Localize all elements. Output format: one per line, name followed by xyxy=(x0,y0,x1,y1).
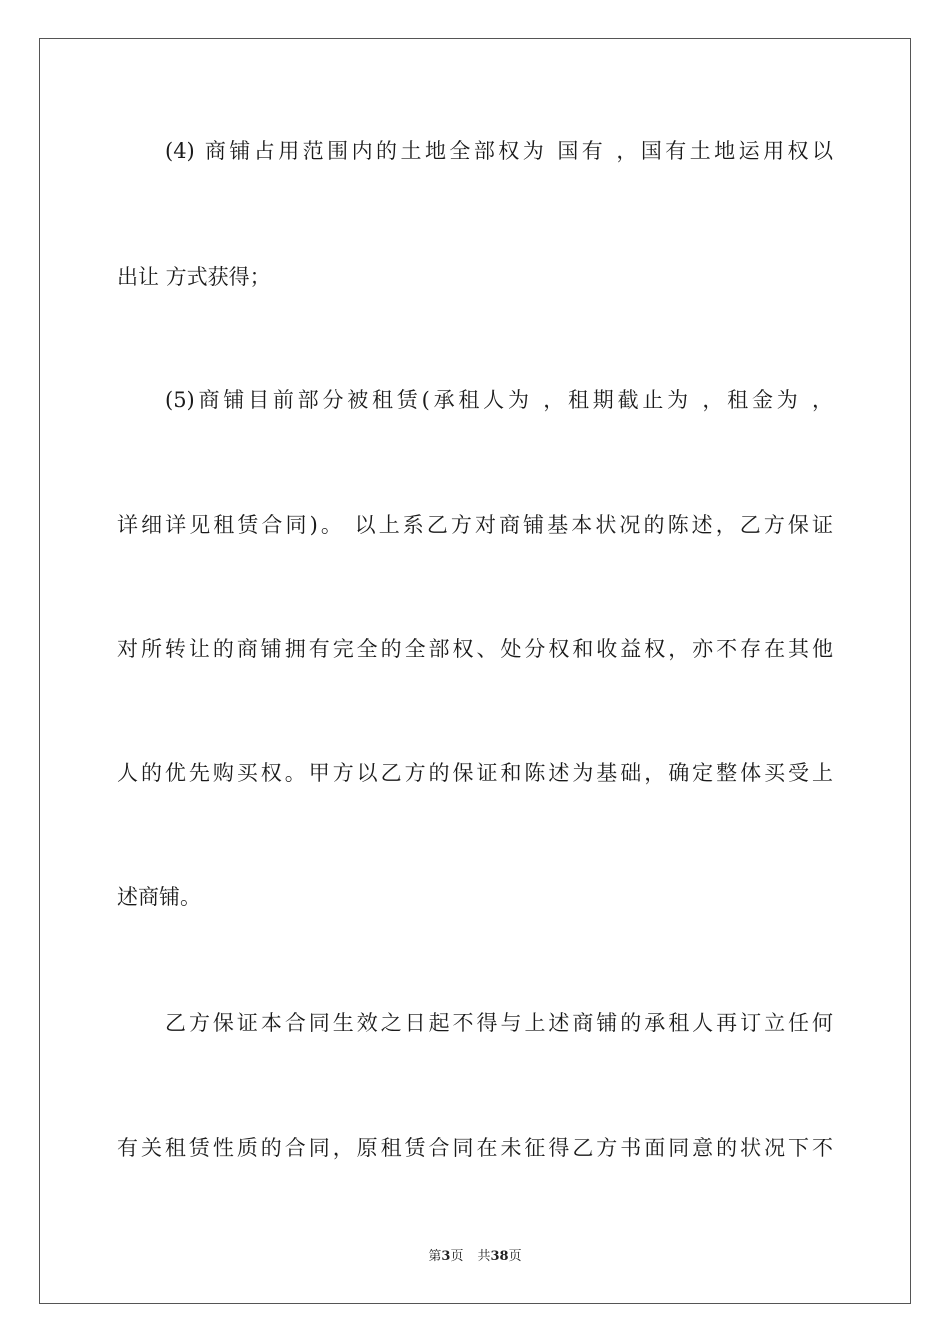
paragraph-line: 乙方保证本合同生效之日起不得与上述商铺的承租人再订立任何 xyxy=(165,1011,833,1035)
footer-total-unit: 页 xyxy=(508,1249,522,1264)
paragraph-line: (5)商铺目前部分被租赁(承租人为 ，租期截止为 ，租金为 ， xyxy=(165,388,833,412)
paragraph-line: 出让 方式获得； xyxy=(117,265,271,289)
footer-page-unit: 页 xyxy=(450,1249,464,1264)
footer-total-prefix: 共 xyxy=(477,1249,491,1264)
page-footer xyxy=(0,1247,950,1267)
paragraph-line: 人的优先购买权。甲方以乙方的保证和陈述为基础，确定整体买受上 xyxy=(117,761,833,785)
page-border xyxy=(39,38,911,1304)
footer-page-prefix: 第 xyxy=(428,1249,442,1264)
paragraph-line: 有关租赁性质的合同，原租赁合同在未征得乙方书面同意的状况下不 xyxy=(117,1136,833,1160)
paragraph-line: 述商铺。 xyxy=(117,885,201,909)
paragraph-line: 对所转让的商铺拥有完全的全部权、处分权和收益权，亦不存在其他 xyxy=(117,637,833,661)
footer-page-current: 3 xyxy=(441,1249,451,1264)
footer-page-total: 38 xyxy=(490,1249,509,1264)
paragraph-line: (4) 商铺占用范围内的土地全部权为 国有 ，国有土地运用权以 xyxy=(165,139,833,163)
paragraph-line: 详细详见租赁合同)。 以上系乙方对商铺基本状况的陈述，乙方保证 xyxy=(117,513,833,537)
